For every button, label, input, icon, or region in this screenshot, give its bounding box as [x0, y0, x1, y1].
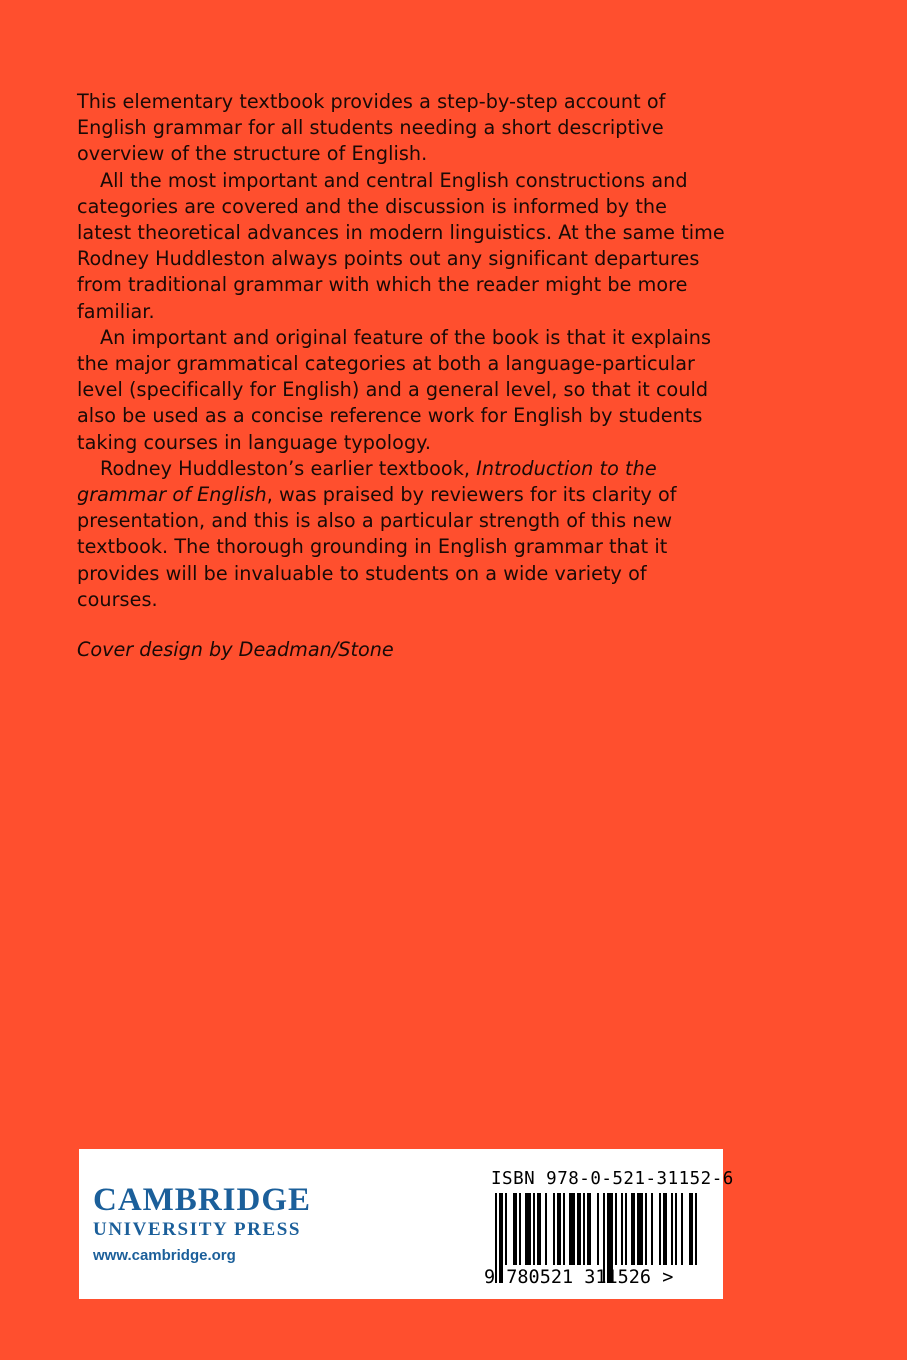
- barcode-bar: [621, 1193, 623, 1265]
- barcode-bar: [695, 1193, 697, 1265]
- barcode-bar: [505, 1193, 507, 1265]
- barcode-bar: [663, 1193, 667, 1265]
- barcode-bar: [545, 1193, 547, 1265]
- blurb-paragraph-1: This elementary textbook provides a step-by-step account of English grammar for all students needing a short descriptive overview of the structure of English.: [77, 90, 666, 166]
- cover-design-credit: Cover design by Deadman/Stone: [77, 638, 394, 661]
- barcode-bar: [625, 1193, 627, 1265]
- barcode-bar: [597, 1193, 599, 1265]
- barcode-bar: [631, 1193, 635, 1265]
- barcode-bar: [525, 1193, 531, 1265]
- publisher-name: CAMBRIDGE: [93, 1182, 312, 1218]
- publisher-url: www.cambridge.org: [93, 1247, 236, 1264]
- barcode-digits: 9 780521 311526 >: [484, 1267, 674, 1288]
- barcode-bar: [671, 1193, 673, 1265]
- barcode-bar: [681, 1193, 683, 1265]
- earlier-book-title: Introduction to the grammar of English: [77, 456, 657, 507]
- barcode-bar: [563, 1193, 565, 1265]
- barcode-bar: [645, 1193, 647, 1265]
- barcode-bar: [651, 1193, 653, 1265]
- blurb-paragraph-4-lead: Rodney Huddleston’s earlier textbook,: [100, 456, 477, 480]
- barcode-bar: [637, 1193, 643, 1265]
- barcode-bar: [675, 1193, 677, 1265]
- barcode-bar: [553, 1193, 555, 1265]
- cambridge-logo: [93, 1182, 311, 1266]
- barcode-bar: [583, 1193, 585, 1265]
- blurb-text: [77, 89, 727, 613]
- barcode-bar: [557, 1193, 561, 1265]
- barcode-bar: [615, 1193, 617, 1265]
- barcode-bar: [533, 1193, 535, 1265]
- publisher-subtitle: UNIVERSITY PRESS: [93, 1219, 302, 1240]
- barcode-bar: [519, 1193, 521, 1265]
- blurb-paragraph-2: All the most important and central English constructions and categories are covered and the discussion is informed by the latest theoretical advances in modern linguistics. At the same time Rodney Huddleston always points out any significant departures from traditional grammar with which the reader might be more familiar.: [77, 168, 725, 323]
- publisher-barcode-panel: [79, 1149, 734, 1299]
- blurb-paragraph-4-rest: , was praised by reviewers for its clarity of presentation, and this is also a particular strength of this new textbook. The thorough grounding in English grammar that it provides will be invaluable to students on a wide variety of courses.: [77, 483, 677, 611]
- isbn-label: ISBN 978-0-521-31152-6: [491, 1169, 734, 1189]
- barcode-bar: [659, 1193, 661, 1265]
- blurb-paragraph-4: [77, 456, 727, 613]
- barcode-bar: [577, 1193, 581, 1265]
- barcode-bar: [513, 1193, 517, 1265]
- barcode-bar: [587, 1193, 591, 1265]
- blurb-paragraph-3: An important and original feature of the book is that it explains the major grammatical categories at both a language-particular level (specifically for English) and a general level, so that it could also be used as a concise reference work for English by students taking courses in language typology.: [77, 325, 711, 454]
- barcode-bar: [537, 1193, 541, 1265]
- barcode-bar: [689, 1193, 693, 1265]
- barcode-bar: [569, 1193, 575, 1265]
